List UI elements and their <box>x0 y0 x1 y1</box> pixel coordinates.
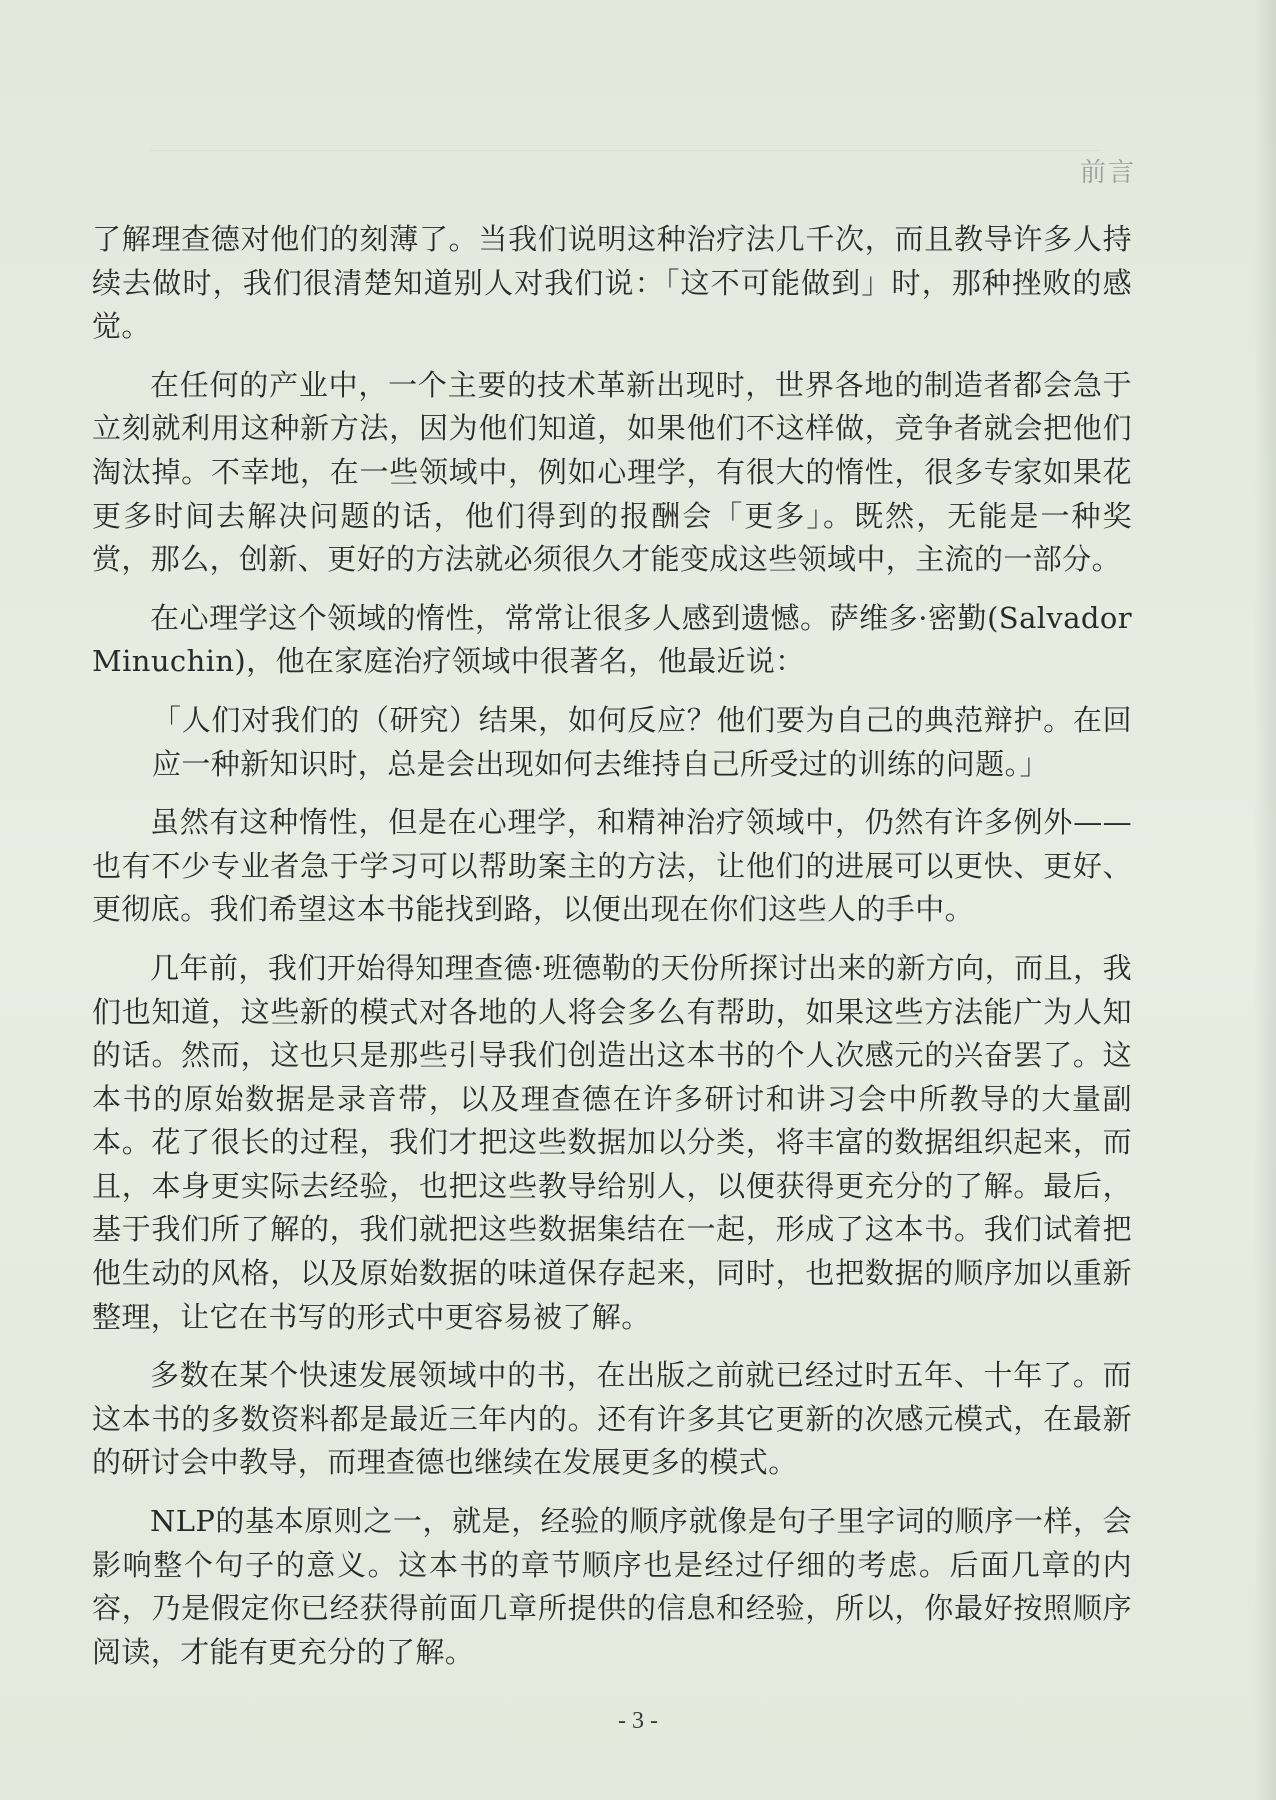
paragraph: 多数在某个快速发展领域中的书，在出版之前就已经过时五年、十年了。而这本书的多数资料都是最近三年内的。还有许多其它更新的次感元模式，在最新的研讨会中教导，而理查德也继续在发展更多的模式。 <box>92 1358 1132 1480</box>
paragraph: NLP的基本原则之一，就是，经验的顺序就像是句子里字词的顺序一样，会影响整个句子的意义。这本书的章节顺序也是经过仔细的考虑。后面几章的内容，乃是假定你已经获得前面几章所提供的信息和经验，所以，你最好按照顺序阅读，才能有更充分的了解。 <box>92 1504 1132 1669</box>
paragraph: 在心理学这个领域的惰性，常常让很多人感到遗憾。萨维多·密勤(Salvador Minuchin)，他在家庭治疗领域中很著名，他最近说： <box>92 600 1132 679</box>
paragraph-continued: 了解理查德对他们的刻薄了。当我们说明这种治疗法几千次，而且教导许多人持续去做时，我们很清楚知道别人对我们说：「这不可能做到」时，那种挫败的感觉。 <box>92 222 1132 344</box>
page-edge-shadow <box>1254 0 1276 1800</box>
paragraph: 在任何的产业中，一个主要的技术革新出现时，世界各地的制造者都会急于立刻就利用这种新方法，因为他们知道，如果他们不这样做，竞争者就会把他们淘汰掉。不幸地，在一些领域中，例如心理学，有很大的惰性，很多专家如果花更多时间去解决问题的话，他们得到的报酬会「更多」。既然，无能是一种奖赏，那么，创新、更好的方法就必须很久才能变成这些领域中，主流的一部分。 <box>92 367 1132 577</box>
paragraph: 几年前，我们开始得知理查德·班德勒的天份所探讨出来的新方向，而且，我们也知道，这些新的模式对各地的人将会多么有帮助，如果这些方法能广为人知的话。然而，这也只是那些引导我们创造出这本书的个人次感元的兴奋罢了。这本书的原始数据是录音带，以及理查德在许多研讨和讲习会中所教导的大量副本。花了很长的过程，我们才把这些数据加以分类，将丰富的数据组织起来，而且，本身更实际去经验，也把这些教导给别人，以便获得更充分的了解。最后，基于我们所了解的，我们就把这些数据集结在一起，形成了这本书。我们试着把他生动的风格，以及原始数据的味道保存起来，同时，也把数据的顺序加以重新整理，让它在书写的形式中更容易被了解。 <box>92 950 1132 1334</box>
paragraph: 虽然有这种惰性，但是在心理学，和精神治疗领域中，仍然有许多例外——也有不少专业者急于学习可以帮助案主的方法，让他们的进展可以更快、更好、更彻底。我们希望这本书能找到路，以便出现在你们这些人的手中。 <box>92 805 1132 927</box>
header-rule <box>150 150 1100 151</box>
running-title: 前言 <box>1079 158 1136 188</box>
body-text <box>92 218 1132 1674</box>
page-number: - 3 - <box>618 1708 658 1734</box>
block-quote: 「人们对我们的（研究）结果，如何反应？他们要为自己的典范辩护。在回应一种新知识时，总是会出现如何去维持自己所受过的训练的问题。」 <box>152 702 1132 781</box>
